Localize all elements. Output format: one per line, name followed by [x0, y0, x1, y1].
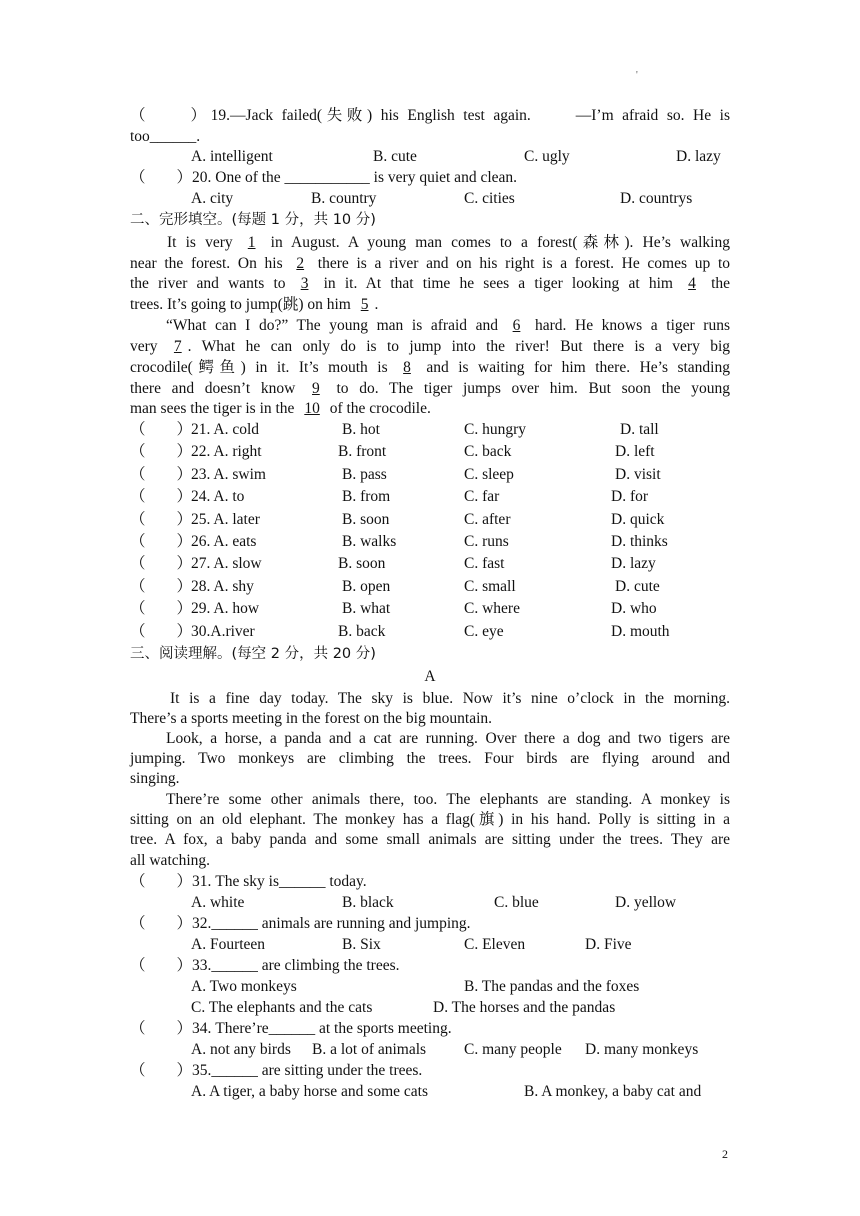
cloze-question: （ ） 30.A.river B. back C. eye D. mouth	[130, 623, 670, 640]
cloze-question: （ ） 25. A. later B. soon C. after D. quick	[130, 511, 665, 528]
cloze-question: （ ） 29. A. how B. what C. where D. who	[130, 600, 657, 617]
cloze-question: （ ） 23. A. swim B. pass C. sleep D. visit	[130, 466, 661, 483]
option[interactable]: C. ugly	[524, 148, 570, 165]
page-number: 2	[722, 1147, 728, 1161]
cloze-question: （ ） 28. A. shy B. open C. small D. cute	[130, 578, 660, 595]
q33-options-cont: C. The elephants and the cats D. The horses and the pandas	[191, 999, 616, 1016]
reading-line: sitting on an old elephant. The monkey has a flag(旗) in his hand. Polly is sitting in a	[130, 811, 730, 828]
q19-stem: （ ）19.—Jack failed(失败) his English test again. —I’m afraid so. He is	[130, 107, 730, 124]
option[interactable]: C. cities	[464, 190, 515, 207]
cloze-question: （ ） 22. A. right B. front C. back D. left	[130, 443, 655, 460]
option[interactable]: A. city	[191, 190, 234, 207]
option[interactable]: A. intelligent	[191, 148, 273, 165]
cloze-line: trees. It’s going to jump(跳) on him 5 .	[130, 296, 379, 313]
q34-stem: （ ）34. There’re______ at the sports meeting.	[130, 1020, 452, 1037]
section-title-reading: 三、阅读理解。(每空 2 分，共 20 分)	[130, 646, 376, 662]
cloze-line: the river and wants to 3 in it. At that time he sees a tiger looking at him 4 the	[130, 275, 731, 292]
option[interactable]: D. lazy	[676, 148, 721, 165]
reading-line: It is a fine day today. The sky is blue. Now it’s nine o’clock in the morning.	[170, 690, 730, 707]
reading-line: Look, a horse, a panda and a cat are running. Over there a dog and two tigers are	[166, 730, 730, 747]
q31-stem: （ ）31. The sky is______ today.	[130, 873, 367, 890]
cloze-line: man sees the tiger is in the 10 of the crocodile.	[130, 400, 431, 417]
q35-options: A. A tiger, a baby horse and some cats B. A monkey, a baby cat and	[191, 1083, 702, 1100]
cloze-line: near the forest. On his 2 there is a river and on his right is a forest. He comes up to	[130, 255, 730, 272]
q19-options	[0, 147, 860, 167]
cloze-question: （ ） 24. A. to B. from C. far D. for	[130, 488, 649, 505]
reading-line: singing.	[130, 770, 180, 787]
q20-stem: （ ）20. One of the ___________ is very quiet and clean.	[130, 169, 518, 186]
option[interactable]: D. countrys	[620, 190, 693, 207]
passage-label: A	[424, 668, 436, 685]
cloze-line: It is very 1 in August. A young man comes to a forest(森林). He’s walking	[167, 234, 730, 251]
cloze-line: “What can I do?” The young man is afraid and 6 hard. He knows a tiger runs	[166, 317, 730, 334]
q19-stem-cont: too______.	[130, 128, 201, 145]
q33-stem: （ ）33.______ are climbing the trees.	[130, 957, 400, 974]
header-dot: '	[636, 70, 638, 81]
cloze-line: there and doesn’t know 9 to do. The tiger jumps over him. But soon the young	[130, 380, 730, 397]
cloze-line: very 7 . What he can only do is to jump into the river! But there is a very big	[130, 338, 730, 355]
reading-line: tree. A fox, a baby panda and some small animals are sitting under the trees. They are	[130, 831, 730, 848]
cloze-question: （ ） 26. A. eats B. walks C. runs D. thinks	[130, 533, 668, 550]
reading-line: There’re some other animals there, too. The elephants are standing. A monkey is	[166, 791, 730, 808]
q33-options: A. Two monkeys B. The pandas and the foxes	[191, 978, 640, 995]
q34-options: A. not any birds B. a lot of animals C. many people D. many monkeys	[191, 1041, 699, 1058]
q20-options	[0, 189, 860, 209]
reading-line: jumping. Two monkeys are climbing the trees. Four birds are flying around and	[130, 750, 730, 767]
reading-line: There’s a sports meeting in the forest on the big mountain.	[130, 710, 493, 727]
section-title-cloze: 二、完形填空。(每题 1 分，共 10 分)	[130, 212, 376, 228]
q35-stem: （ ）35.______ are sitting under the trees.	[130, 1062, 423, 1079]
q32-stem: （ ）32.______ animals are running and jumping.	[130, 915, 471, 932]
q32-options: A. Fourteen B. Six C. Eleven D. Five	[191, 936, 632, 953]
option[interactable]: B. country	[311, 190, 377, 207]
cloze-question: （ ） 27. A. slow B. soon C. fast D. lazy	[130, 555, 656, 572]
reading-line: all watching.	[130, 852, 211, 869]
cloze-question: （ ） 21. A. cold B. hot C. hungry D. tall	[130, 421, 659, 438]
q31-options: A. white B. black C. blue D. yellow	[191, 894, 677, 911]
option[interactable]: B. cute	[373, 148, 417, 165]
cloze-line: crocodile(鳄鱼) in it. It’s mouth is 8 and is waiting for him there. He’s standing	[130, 359, 730, 376]
